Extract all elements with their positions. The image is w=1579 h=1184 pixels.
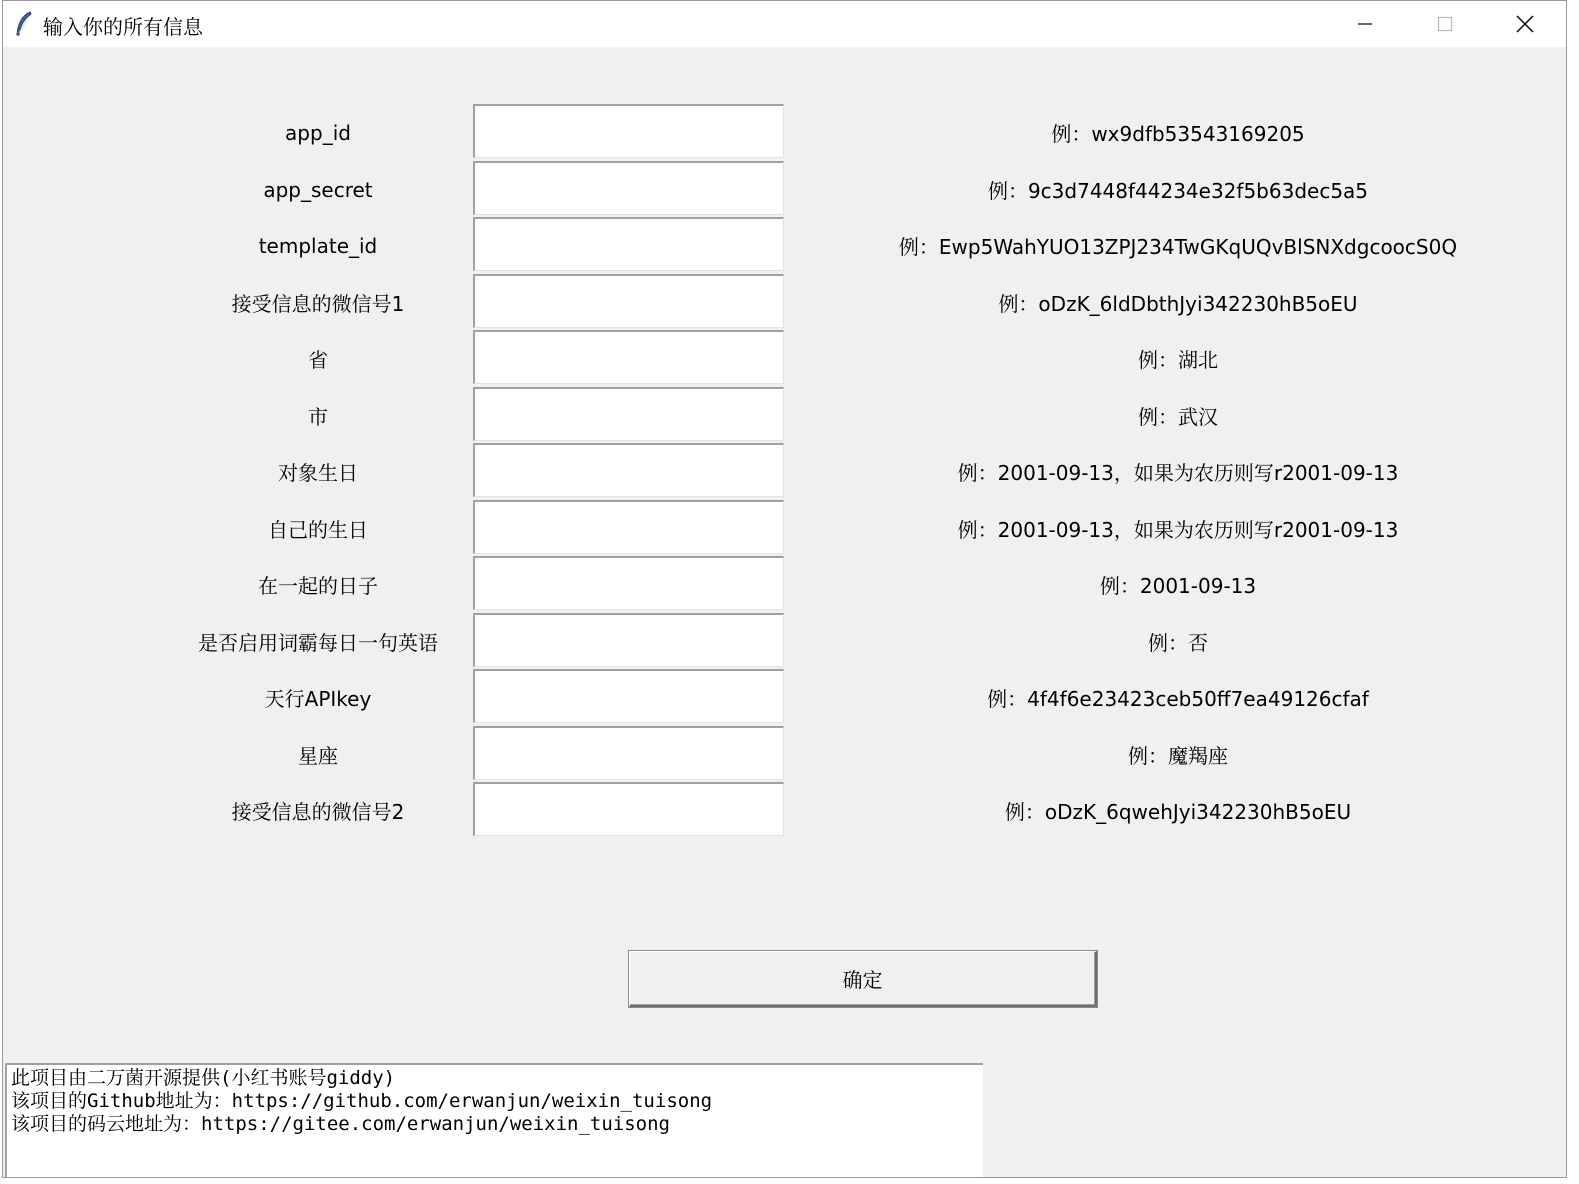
form-row-wechat-id-2	[3, 782, 1566, 839]
confirm-button[interactable]: 确定	[629, 951, 1097, 1007]
field-label: 对象生日	[278, 461, 358, 485]
close-icon	[1516, 15, 1534, 33]
tianxing-apikey-input[interactable]	[473, 669, 784, 723]
own-birthday-input[interactable]	[473, 500, 784, 554]
field-hint: 例：wx9dfb53543169205	[1051, 122, 1305, 146]
field-label: 在一起的日子	[258, 574, 378, 598]
field-hint: 例：湖北	[1138, 348, 1218, 372]
field-hint: 例：武汉	[1138, 405, 1218, 429]
field-label: 是否启用词霸每日一句英语	[198, 631, 438, 655]
info-text-box[interactable]	[5, 1063, 983, 1177]
field-label: 省	[308, 348, 328, 372]
maximize-icon	[1437, 16, 1453, 32]
field-label: app_id	[285, 120, 351, 145]
partner-birthday-input[interactable]	[473, 443, 784, 497]
field-hint: 例：2001-09-13，如果为农历则写r2001-09-13	[957, 461, 1399, 485]
field-hint: 例：2001-09-13	[1099, 574, 1257, 598]
wechat-id-1-input[interactable]	[473, 274, 784, 328]
together-date-input[interactable]	[473, 556, 784, 610]
field-label: 接受信息的微信号2	[231, 800, 405, 824]
field-hint: 例：9c3d7448f44234e32f5b63dec5a5	[987, 179, 1369, 203]
form-row-wechat-id-1	[3, 274, 1566, 331]
feather-icon	[13, 11, 35, 37]
app-secret-input[interactable]	[473, 161, 784, 215]
window-title: 输入你的所有信息	[43, 15, 203, 39]
form-row-app-secret	[3, 161, 1566, 218]
city-input[interactable]	[473, 387, 784, 441]
field-label: 市	[308, 405, 328, 429]
form-row-own-birthday	[3, 500, 1566, 557]
title-bar[interactable]	[3, 1, 1566, 47]
field-label: 星座	[298, 744, 338, 768]
wechat-id-2-input[interactable]	[473, 782, 784, 836]
form-row-province	[3, 330, 1566, 387]
minimize-button[interactable]	[1325, 1, 1405, 47]
field-hint: 例：魔羯座	[1128, 744, 1228, 768]
info-line: 该项目的Github地址为：https://github.com/erwanjun/weixin_tuisong	[11, 1090, 713, 1112]
app-id-input[interactable]	[473, 104, 784, 158]
field-hint: 例：Ewp5WahYUO13ZPJ234TwGKqUQvBlSNXdgcoocS0Q	[898, 235, 1458, 259]
form-row-daily-english	[3, 613, 1566, 670]
form-row-tianxing-apikey	[3, 669, 1566, 726]
template-id-input[interactable]	[473, 217, 784, 271]
close-button[interactable]	[1485, 1, 1565, 47]
field-hint: 例：4f4f6e23423ceb50ff7ea49126cfaf	[987, 687, 1369, 711]
field-label: 天行APIkey	[264, 687, 372, 711]
info-line: 该项目的码云地址为：https://gitee.com/erwanjun/weixin_tuisong	[11, 1113, 670, 1135]
form-row-partner-birthday	[3, 443, 1566, 500]
info-line: 此项目由二万菌开源提供(小红书账号giddy)	[11, 1067, 396, 1089]
field-label: app_secret	[263, 177, 373, 202]
field-hint: 例：否	[1148, 631, 1208, 655]
field-label: 接受信息的微信号1	[231, 292, 405, 316]
form-row-app-id	[3, 104, 1566, 161]
province-input[interactable]	[473, 330, 784, 384]
form-row-together-date	[3, 556, 1566, 613]
form-area	[3, 47, 1566, 1177]
daily-english-input[interactable]	[473, 613, 784, 667]
minimize-icon	[1357, 16, 1373, 32]
zodiac-input[interactable]	[473, 726, 784, 780]
maximize-button[interactable]	[1405, 1, 1485, 47]
app-window	[2, 0, 1567, 1178]
field-hint: 例：oDzK_6qwehJyi342230hB5oEU	[1004, 800, 1352, 824]
field-hint: 例：oDzK_6ldDbthJyi342230hB5oEU	[998, 292, 1358, 316]
field-label: template_id	[258, 233, 378, 258]
field-hint: 例：2001-09-13，如果为农历则写r2001-09-13	[957, 518, 1399, 542]
form-row-city	[3, 387, 1566, 444]
field-label: 自己的生日	[268, 518, 368, 542]
form-row-template-id	[3, 217, 1566, 274]
form-row-zodiac	[3, 726, 1566, 783]
